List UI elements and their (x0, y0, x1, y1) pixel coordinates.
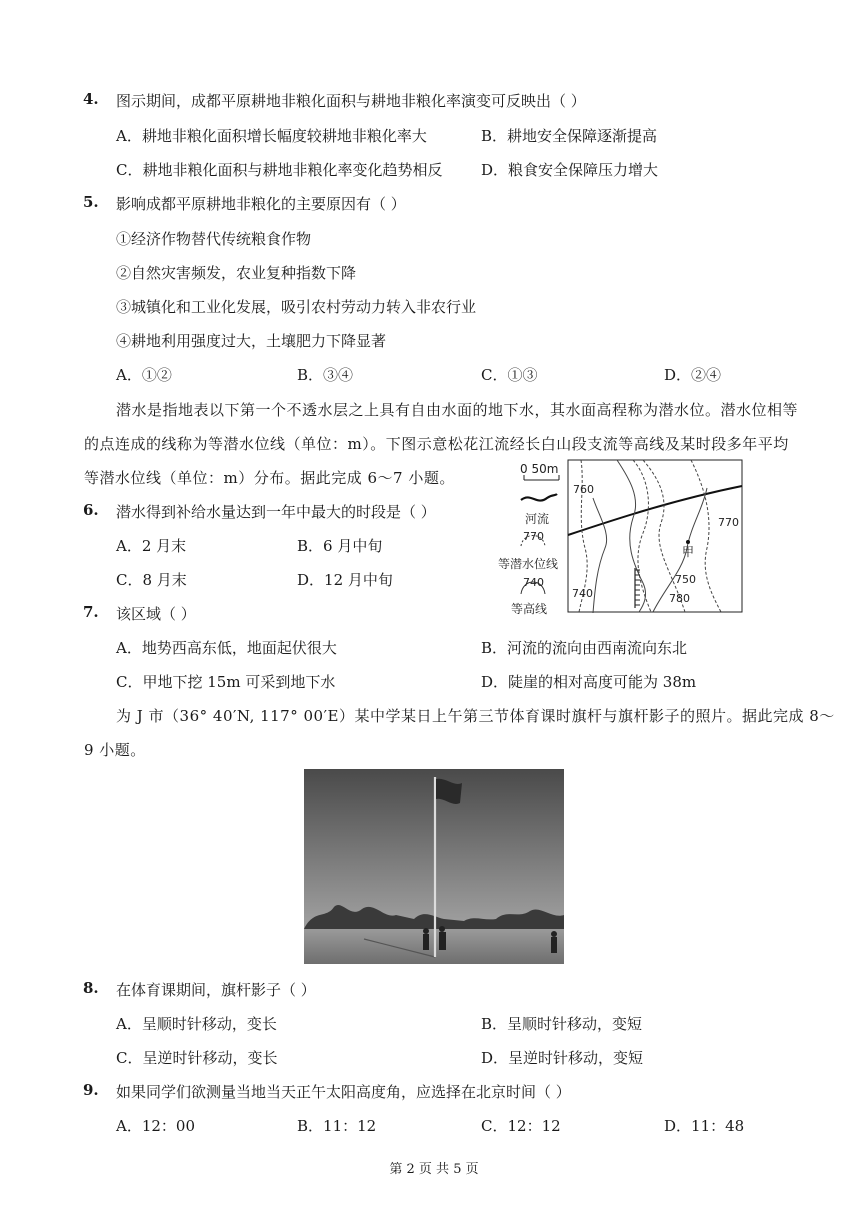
question-9-stem: 如果同学们欲测量当地当天正午太阳高度角，应选择在北京时间（ ） (116, 1083, 571, 1101)
question-5-item-4: ④耕地利用强度过大，土壤肥力下降显著 (116, 332, 387, 350)
question-9-option-c: C．12：12 (481, 1117, 561, 1135)
question-5-option-d: D．②④ (664, 366, 722, 384)
question-4-option-a: A．耕地非粮化面积增长幅度较耕地非粮化率大 (116, 127, 427, 145)
page-footer: 第 2 页 共 5 页 (389, 1162, 479, 1177)
question-8-stem: 在体育课期间，旗杆影子（ ） (116, 981, 316, 999)
legend-contour-value: 740 (523, 576, 544, 589)
watertable-line (633, 460, 651, 612)
flagpole-photo (304, 769, 564, 964)
passage-1-line-2: 的点连成的线称为等潜水位线（单位：m）。下图示意松花江流经长白山段支流等高线及某时段多年平均 (84, 435, 789, 453)
question-5-option-c: C．①③ (481, 366, 538, 384)
question-9-option-a: A．12：00 (116, 1117, 196, 1135)
point-jia-label: 甲 (682, 545, 695, 559)
question-4-option-b: B．耕地安全保障逐渐提高 (481, 127, 658, 145)
contour-line (617, 460, 646, 612)
question-8-option-a: A．呈顺时针移动，变长 (116, 1015, 277, 1033)
question-4-number: 4. (83, 90, 99, 108)
question-5-item-2: ②自然灾害频发，农业复种指数下降 (116, 264, 357, 282)
question-8-number: 8. (83, 979, 99, 997)
question-4-stem: 图示期间，成都平原耕地非粮化面积与耕地非粮化率演变可反映出（ ） (116, 92, 586, 110)
question-6-number: 6. (83, 501, 99, 519)
map-label-770: 770 (718, 516, 739, 529)
contour-map-figure (493, 458, 753, 620)
question-7-option-c: C．甲地下挖 15m 可采到地下水 (116, 673, 336, 691)
scale-label: 0 50m (520, 462, 559, 476)
question-7-number: 7. (83, 603, 99, 621)
question-7-option-d: D．陡崖的相对高度可能为 38m (481, 673, 697, 691)
map-river (568, 486, 742, 535)
question-8-option-b: B．呈顺时针移动，变短 (481, 1015, 643, 1033)
map-label-740: 740 (572, 587, 593, 600)
question-4-option-d: D．粮食安全保障压力增大 (481, 161, 659, 179)
question-6-option-d: D．12 月中旬 (297, 571, 393, 589)
question-6-option-b: B．6 月中旬 (297, 537, 383, 555)
map-frame (568, 460, 742, 612)
question-7-option-b: B．河流的流向由西南流向东北 (481, 639, 688, 657)
question-5-item-3: ③城镇化和工业化发展，吸引农村劳动力转入非农行业 (116, 298, 477, 316)
question-8-option-c: C．呈逆时针移动，变长 (116, 1049, 278, 1067)
passage-2-line-1: 为 J 市（36° 40′N, 117° 00′E）某中学某日上午第三节体育课时旗杆与旗杆影子的照片。据此完成 8～ (116, 707, 835, 725)
question-6-option-c: C．8 月末 (116, 571, 187, 589)
passage-1-line-1: 潜水是指地表以下第一个不透水层之上具有自由水面的地下水，其水面高程称为潜水位。潜水位相等 (116, 401, 799, 419)
question-6-stem: 潜水得到补给水量达到一年中最大的时段是（ ） (116, 503, 436, 521)
question-6-option-a: A．2 月末 (116, 537, 187, 555)
cliff-hatches (635, 570, 640, 605)
question-5-option-a: A．①② (116, 366, 172, 384)
question-5-number: 5. (83, 193, 99, 211)
point-jia-marker (686, 540, 690, 544)
watertable-line (691, 460, 721, 612)
question-9-number: 9. (83, 1081, 99, 1099)
question-5-option-b: B．③④ (297, 366, 354, 384)
question-9-option-d: D．11：48 (664, 1117, 745, 1135)
question-9-option-b: B．11：12 (297, 1117, 377, 1135)
legend-watertable-value: 770 (523, 530, 544, 543)
watertable-line (643, 460, 685, 612)
legend-watertable-label: 等潜水位线 (498, 557, 559, 571)
legend-river-symbol (521, 494, 557, 501)
passage-2-line-2: 9 小题。 (84, 741, 146, 759)
legend-river-label: 河流 (525, 512, 550, 526)
legend-contour-label: 等高线 (511, 602, 548, 616)
question-4-option-c: C．耕地非粮化面积与耕地非粮化率变化趋势相反 (116, 161, 443, 179)
question-5-item-1: ①经济作物替代传统粮食作物 (116, 230, 312, 248)
question-7-stem: 该区域（ ） (116, 605, 196, 623)
question-8-option-d: D．呈逆时针移动，变短 (481, 1049, 644, 1067)
contour-line (593, 498, 607, 613)
scale-bar (520, 462, 559, 480)
passage-1-line-3: 等潜水位线（单位：m）分布。据此完成 6～7 小题。 (84, 469, 455, 487)
map-label-780: 780 (669, 592, 690, 605)
map-label-760: 760 (573, 483, 594, 496)
question-7-option-a: A．地势西高东低，地面起伏很大 (116, 639, 337, 657)
map-label-750: 750 (675, 573, 696, 586)
question-5-stem: 影响成都平原耕地非粮化的主要原因有（ ） (116, 195, 406, 213)
